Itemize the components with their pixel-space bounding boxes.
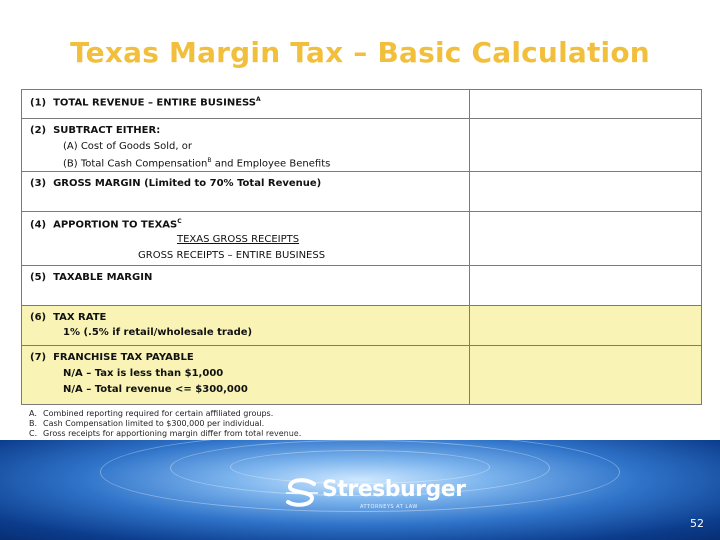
row-number: (1) xyxy=(30,97,47,109)
exemption-note: N/A – Total revenue <= $300,000 xyxy=(63,384,248,395)
tax-rate-detail: 1% (.5% if retail/wholesale trade) xyxy=(63,327,253,338)
footnote: A. Combined reporting required for certain affiliated groups. xyxy=(29,409,274,418)
row-number: (2) xyxy=(30,125,47,136)
row-taxable-margin xyxy=(22,266,701,306)
row-gross-margin xyxy=(22,172,701,212)
row-subtract xyxy=(22,119,701,172)
value-cell xyxy=(470,119,701,171)
value-cell xyxy=(470,346,701,404)
row-apportion xyxy=(22,212,701,266)
footnote-ref: B xyxy=(207,157,212,164)
row-label: APPORTION TO TEXAS xyxy=(53,219,178,231)
row-label: TAXABLE MARGIN xyxy=(53,272,153,283)
row-franchise-tax xyxy=(22,346,701,404)
row-number: (4) xyxy=(30,219,47,231)
calculation-table xyxy=(21,89,702,405)
firm-tagline: ATTORNEYS AT LAW xyxy=(360,504,418,510)
page-number: 52 xyxy=(690,517,704,530)
fraction-denominator: GROSS RECEIPTS – ENTIRE BUSINESS xyxy=(138,250,326,261)
row-number: (6) xyxy=(30,312,47,323)
row-label: GROSS MARGIN (Limited to 70% Total Revenue) xyxy=(53,178,322,189)
row-tax-rate xyxy=(22,306,701,346)
value-cell xyxy=(470,90,701,118)
row-label: FRANCHISE TAX PAYABLE xyxy=(53,352,194,363)
row-number: (7) xyxy=(30,352,47,363)
exemption-note: N/A – Tax is less than $1,000 xyxy=(63,368,224,379)
row-label: TOTAL REVENUE – ENTIRE BUSINESS xyxy=(53,97,256,109)
row-label: TAX RATE xyxy=(53,312,107,323)
fraction-numerator: TEXAS GROSS RECEIPTS xyxy=(177,234,300,245)
stylized-s-icon xyxy=(284,476,320,510)
footnote-ref: A xyxy=(256,96,261,103)
footnote: C. Gross receipts for apportioning margin differ from total revenue. xyxy=(29,429,302,438)
firm-name: Stresburger xyxy=(322,477,466,502)
firm-logo xyxy=(284,476,466,512)
slide-title: Texas Margin Tax – Basic Calculation xyxy=(70,36,650,69)
row-total-revenue xyxy=(22,90,701,119)
row-number: (5) xyxy=(30,272,47,283)
value-cell xyxy=(470,306,701,345)
option-b: (B) Total Cash Compensation$^B$ and Employee Benefits xyxy=(63,157,331,170)
footnote: B. Cash Compensation limited to $300,000 per individual. xyxy=(29,419,265,428)
value-cell xyxy=(470,266,701,305)
row-label: SUBTRACT EITHER: xyxy=(53,125,161,136)
footnote-ref: C xyxy=(177,218,182,225)
value-cell xyxy=(470,212,701,265)
row-number: (3) xyxy=(30,178,47,189)
value-cell xyxy=(470,172,701,211)
option-a: (A) Cost of Goods Sold, or xyxy=(63,141,192,152)
